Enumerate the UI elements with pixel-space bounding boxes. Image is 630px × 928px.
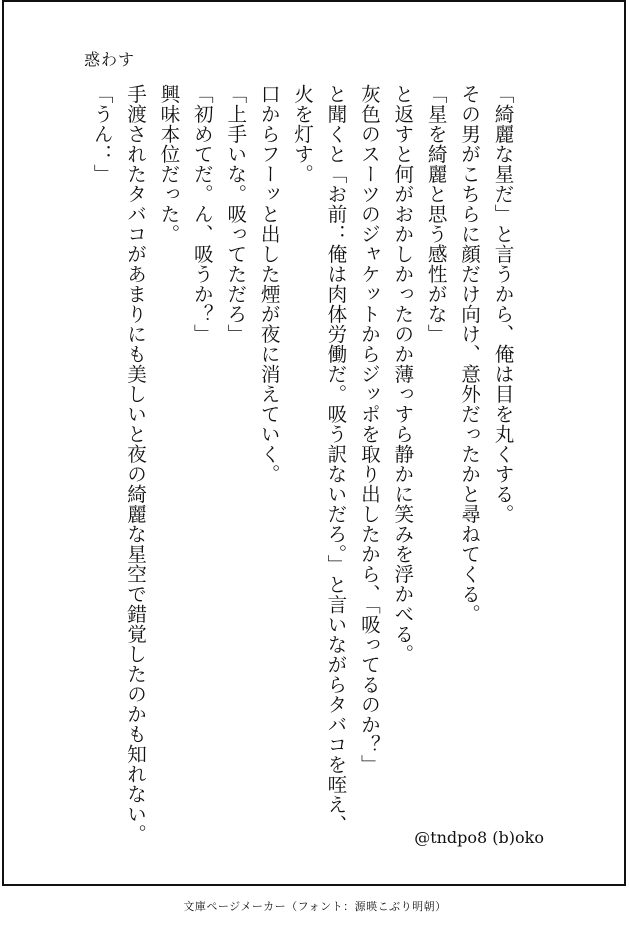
text-line: と返すと何がおかしかったのか薄っすら静かに笑みを浮かべる。 xyxy=(390,84,414,664)
text-line: 灰色のスーツのジャケットからジッポを取り出したから、「吸ってるのか？」 xyxy=(357,84,381,775)
text-line: 口からフーッと出した煙が夜に消えていく。 xyxy=(257,84,281,484)
text-line: 「星を綺麗と思う感性がな」 xyxy=(424,84,448,344)
body-text xyxy=(85,84,519,844)
text-line: と聞くと「お前：俺は肉体労働だ。吸う訳ないだろ。」と言いながらタバコを咥え、火を灯す。 xyxy=(290,84,347,835)
page-frame xyxy=(2,0,626,886)
text-line: その男がこちらに顔だけ向け、意外だったかと尋ねてくる。 xyxy=(457,84,481,624)
text-line: 「うん：」 xyxy=(90,84,114,184)
author-handle: @tndpo8 (b)oko xyxy=(414,828,544,847)
text-line: 「綺麗な星だ」と言うから、俺は目を丸くする。 xyxy=(491,84,514,524)
text-line: 興味本位だった。 xyxy=(156,84,180,244)
footer-credit: 文庫ページメーカー（フォント：源暎こぶり明朝） xyxy=(183,900,447,913)
text-line: 「上手いな。吸ってただろ」 xyxy=(223,84,247,344)
page-title: 惑わす xyxy=(84,50,136,69)
text-line: 手渡されたタバコがあまりにも美しいと夜の綺麗な星空で錯覚したのかも知れない。 xyxy=(123,84,147,844)
text-line: 「初めてだ。ん、吸うか？」 xyxy=(190,84,214,344)
